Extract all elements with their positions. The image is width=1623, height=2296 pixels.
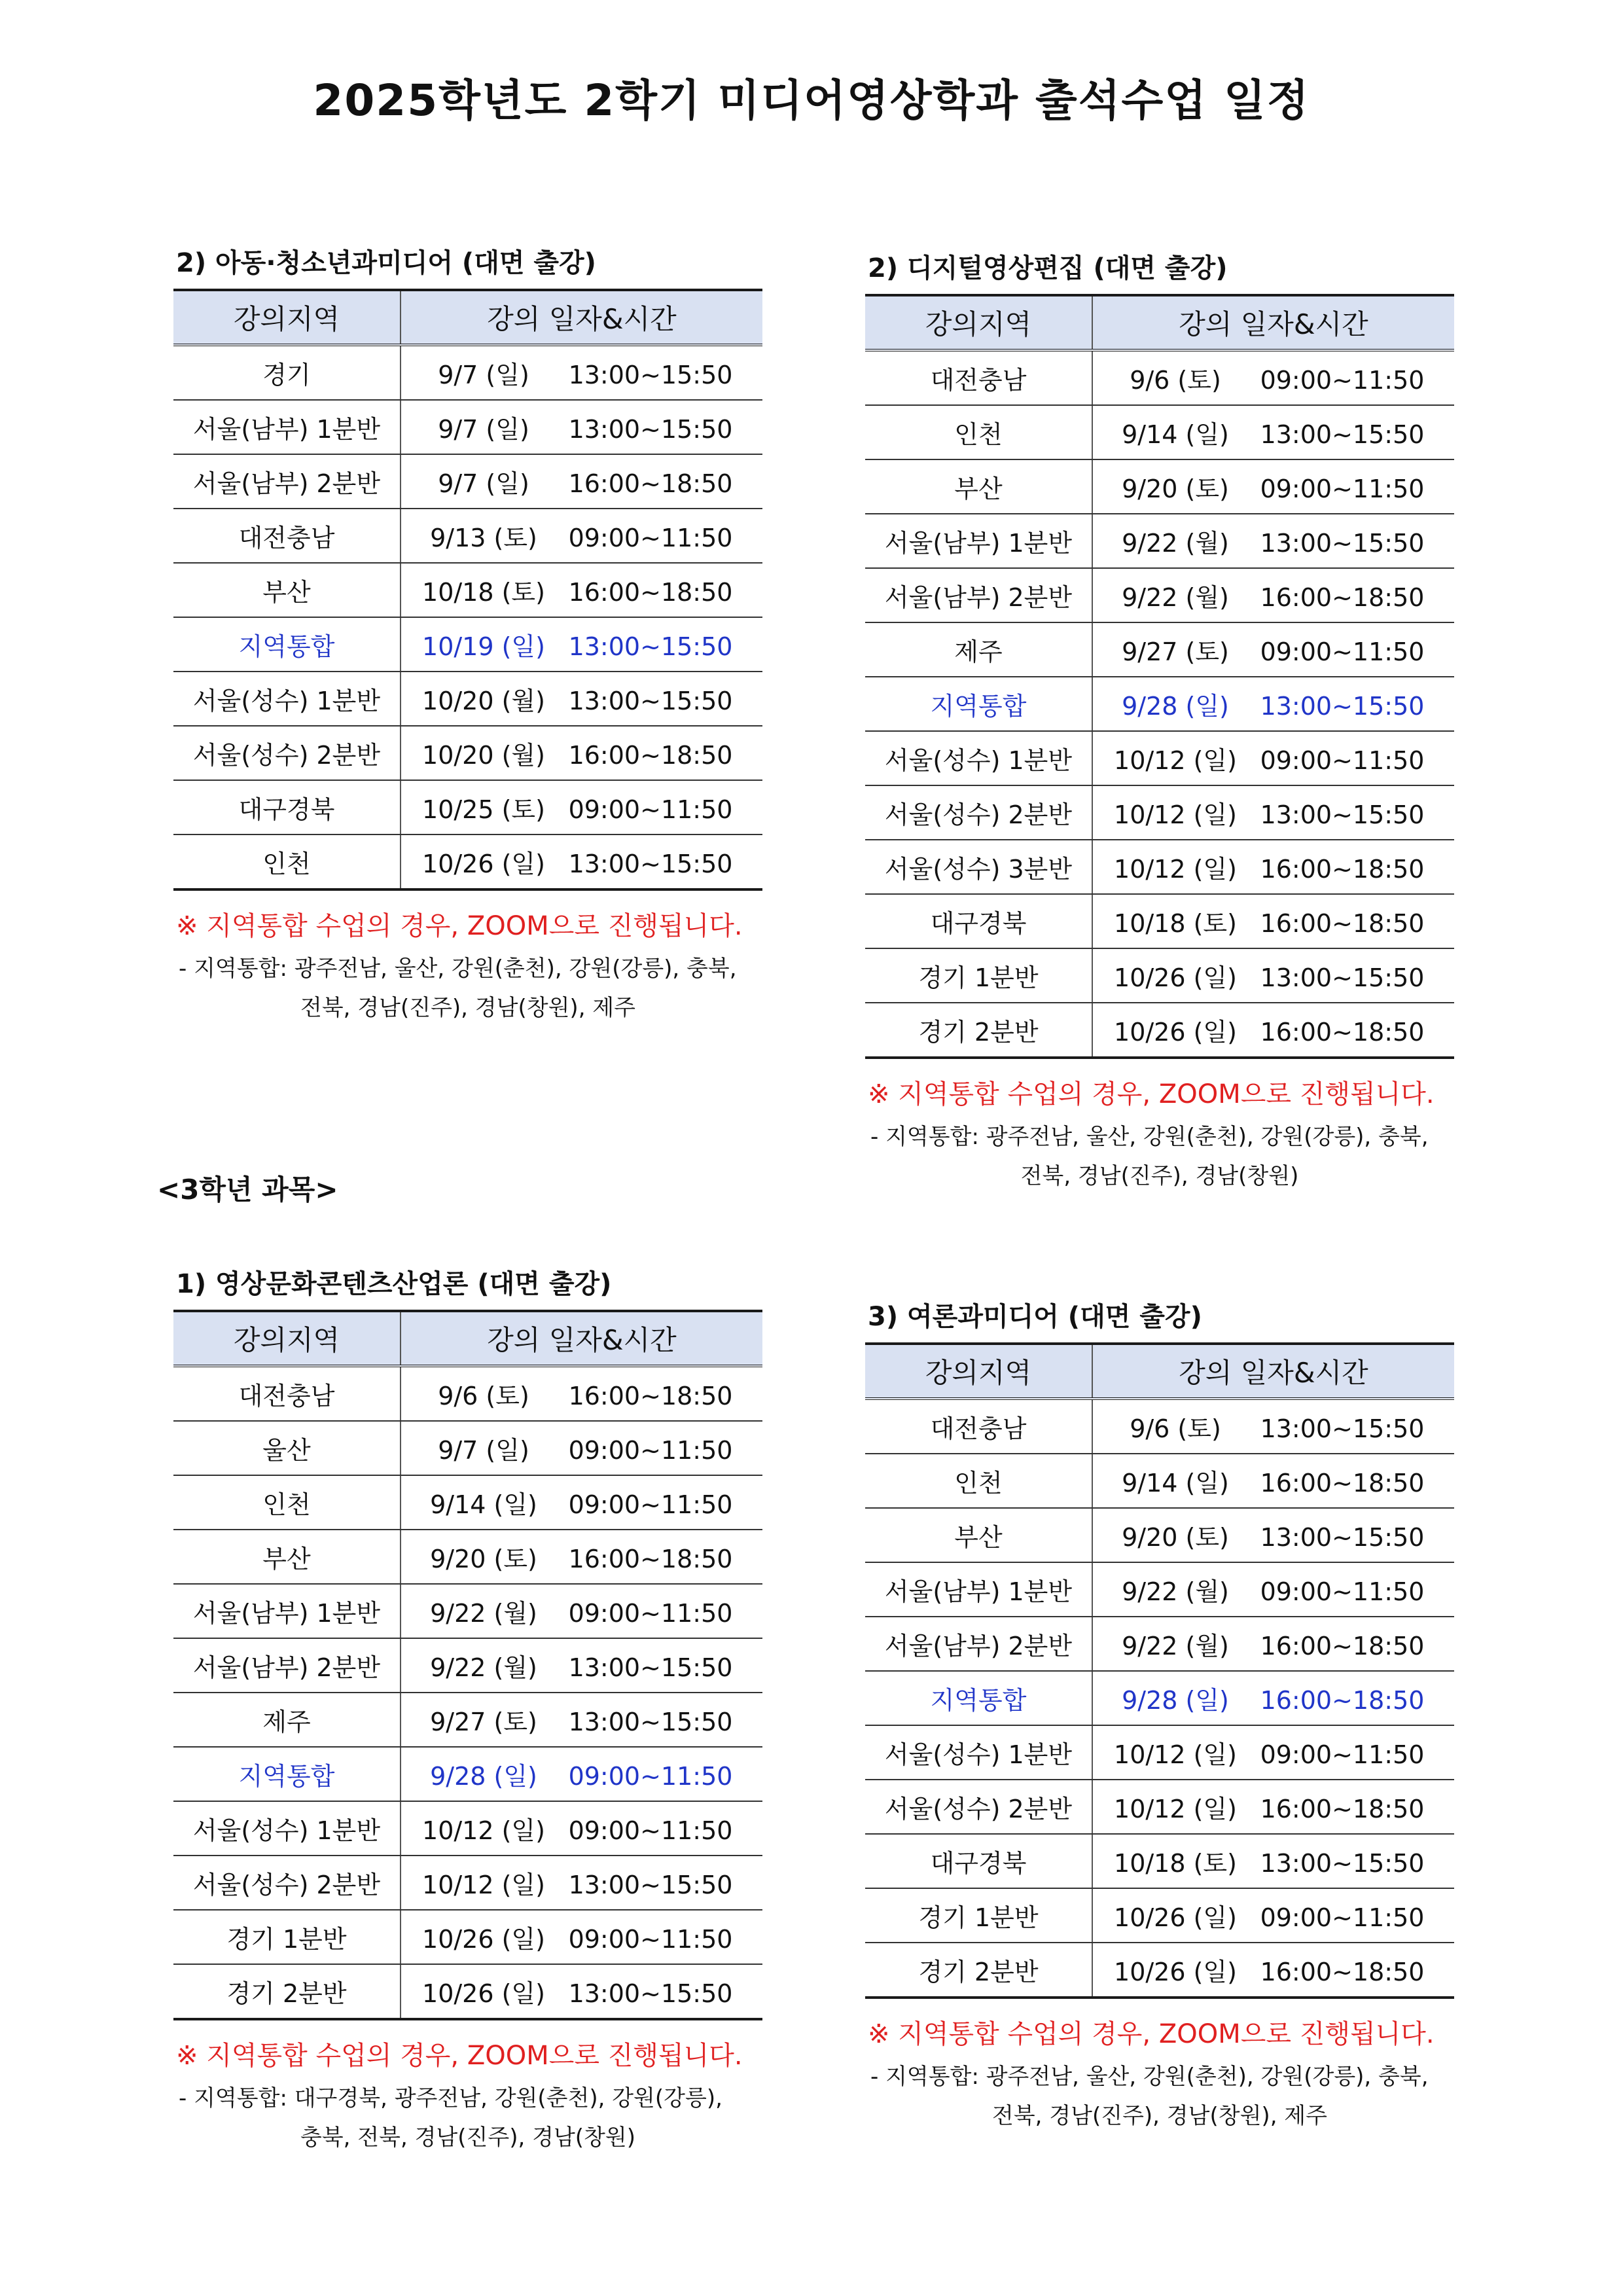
- table-row: [865, 514, 1454, 568]
- integrated-regions-list: [865, 1117, 1454, 1196]
- cell-region: 서울(성수) 1분반: [865, 731, 1092, 785]
- cell-datetime: [401, 1693, 762, 1747]
- cell-date: 9/28 (일): [1122, 692, 1229, 721]
- regions-line-2: 전북, 경남(진주), 경남(창원), 제주: [991, 2103, 1328, 2129]
- table-row: [173, 1964, 762, 2019]
- cell-date: 9/6 (토): [438, 1382, 529, 1410]
- cell-time: 13:00~15:50: [1260, 692, 1425, 721]
- table-row: [173, 1530, 762, 1584]
- zoom-note: ※ 지역통합 수업의 경우, ZOOM으로 진행됩니다.: [176, 2041, 743, 2071]
- cell-datetime: [401, 672, 762, 726]
- cell-region: 지역통합: [173, 1747, 401, 1801]
- cell-time: 09:00~11:50: [1260, 1740, 1425, 1769]
- cell-region: 대구경북: [173, 780, 401, 834]
- cell-datetime: [1092, 459, 1454, 514]
- table-row: [865, 1454, 1454, 1508]
- cell-region: 경기 2분반: [173, 1964, 401, 2019]
- table-row: [865, 1671, 1454, 1725]
- cell-region: 서울(남부) 2분반: [173, 1638, 401, 1693]
- cell-datetime: [1092, 1562, 1454, 1617]
- cell-date: 9/6 (토): [1130, 366, 1221, 395]
- cell-time: 16:00~18:50: [568, 741, 733, 770]
- course-heading: 2) 아동·청소년과미디어 (대면 출강): [176, 248, 596, 278]
- cell-time: 09:00~11:50: [1260, 1577, 1425, 1606]
- cell-region: 대전충남: [865, 1399, 1092, 1454]
- cell-time: 16:00~18:50: [1260, 1469, 1425, 1498]
- header-region: 강의지역: [865, 1344, 1092, 1399]
- cell-datetime: [401, 1801, 762, 1856]
- cell-region: 지역통합: [173, 617, 401, 672]
- grade3-section-heading: <3학년 과목>: [157, 1174, 338, 1206]
- cell-datetime: [401, 780, 762, 834]
- cell-region: 서울(남부) 1분반: [865, 514, 1092, 568]
- schedule-block-video-culture-content: [173, 1263, 762, 2157]
- cell-date: 10/12 (일): [1114, 746, 1237, 775]
- cell-region: 대전충남: [173, 509, 401, 563]
- cell-time: 16:00~18:50: [1260, 1686, 1425, 1715]
- cell-time: 13:00~15:50: [568, 1979, 733, 2008]
- cell-datetime: [401, 509, 762, 563]
- cell-date: 10/19 (일): [422, 632, 545, 661]
- cell-date: 10/26 (일): [422, 850, 545, 878]
- table-row: [173, 454, 762, 509]
- cell-date: 9/6 (토): [1130, 1414, 1221, 1443]
- cell-date: 10/26 (일): [1114, 963, 1237, 992]
- table-row: [865, 785, 1454, 840]
- cell-datetime: [1092, 405, 1454, 459]
- cell-datetime: [401, 1475, 762, 1530]
- table-row: [865, 1780, 1454, 1834]
- cell-datetime: [1092, 1399, 1454, 1454]
- cell-datetime: [1092, 785, 1454, 840]
- cell-region: 서울(성수) 2분반: [865, 1780, 1092, 1834]
- cell-region: 대구경북: [865, 1834, 1092, 1888]
- cell-time: 13:00~15:50: [1260, 800, 1425, 829]
- cell-region: 제주: [865, 622, 1092, 677]
- table-row: [865, 1617, 1454, 1671]
- cell-date: 9/22 (월): [430, 1653, 537, 1682]
- cell-datetime: [401, 1584, 762, 1638]
- cell-date: 9/20 (토): [430, 1545, 537, 1573]
- cell-datetime: [401, 617, 762, 672]
- cell-date: 10/26 (일): [1114, 1903, 1237, 1932]
- cell-datetime: [1092, 677, 1454, 731]
- cell-region: 지역통합: [865, 1671, 1092, 1725]
- cell-region: 인천: [173, 834, 401, 889]
- cell-region: 경기 2분반: [865, 1003, 1092, 1058]
- cell-date: 10/26 (일): [1114, 1958, 1237, 1986]
- cell-date: 10/12 (일): [1114, 855, 1237, 884]
- table-row: [173, 672, 762, 726]
- cell-time: 16:00~18:50: [1260, 1018, 1425, 1047]
- cell-datetime: [1092, 1834, 1454, 1888]
- cell-time: 13:00~15:50: [1260, 1523, 1425, 1552]
- cell-datetime: [401, 726, 762, 780]
- cell-region: 서울(남부) 2분반: [173, 454, 401, 509]
- cell-date: 9/7 (일): [438, 361, 529, 389]
- cell-time: 13:00~15:50: [1260, 1414, 1425, 1443]
- cell-datetime: [1092, 1454, 1454, 1508]
- cell-date: 9/13 (토): [430, 524, 537, 552]
- table-row: [173, 563, 762, 617]
- cell-region: 서울(성수) 2분반: [173, 726, 401, 780]
- cell-time: 16:00~18:50: [1260, 1795, 1425, 1823]
- regions-line-1: - 지역통합: 광주전남, 울산, 강원(춘천), 강원(강릉), 충북,: [870, 1124, 1429, 1150]
- cell-datetime: [1092, 1508, 1454, 1562]
- integrated-regions-list: [173, 949, 762, 1028]
- schedule-block-digital-video-editing: [865, 247, 1454, 1196]
- cell-time: 09:00~11:50: [1260, 746, 1425, 775]
- schedule-table: [865, 1342, 1454, 1999]
- cell-datetime: [1092, 350, 1454, 405]
- cell-region: 대전충남: [865, 350, 1092, 405]
- cell-datetime: [401, 345, 762, 400]
- cell-time: 13:00~15:50: [568, 1871, 733, 1899]
- cell-datetime: [401, 563, 762, 617]
- cell-time: 16:00~18:50: [1260, 855, 1425, 884]
- cell-region: 대전충남: [173, 1366, 401, 1421]
- cell-date: 9/7 (일): [438, 469, 529, 498]
- cell-region: 서울(성수) 2분반: [173, 1856, 401, 1910]
- zoom-note: ※ 지역통합 수업의 경우, ZOOM으로 진행됩니다.: [868, 2019, 1435, 2049]
- table-row: [865, 894, 1454, 948]
- integrated-regions-list: [865, 2057, 1454, 2136]
- cell-datetime: [1092, 731, 1454, 785]
- cell-time: 16:00~18:50: [568, 578, 733, 607]
- cell-time: 13:00~15:50: [568, 361, 733, 389]
- header-region: 강의지역: [173, 1311, 401, 1366]
- schedule-block-public-opinion-media: [865, 1296, 1454, 2136]
- table-header-row: [865, 295, 1454, 350]
- cell-datetime: [1092, 514, 1454, 568]
- cell-time: 09:00~11:50: [568, 1490, 733, 1519]
- cell-date: 9/22 (월): [1122, 583, 1229, 612]
- cell-time: 16:00~18:50: [568, 1545, 733, 1573]
- table-row: [173, 726, 762, 780]
- table-row: [173, 1747, 762, 1801]
- cell-datetime: [1092, 894, 1454, 948]
- cell-datetime: [1092, 622, 1454, 677]
- cell-time: 09:00~11:50: [568, 1599, 733, 1628]
- cell-datetime: [1092, 568, 1454, 622]
- course-heading: 2) 디지털영상편집 (대면 출강): [868, 253, 1228, 283]
- cell-date: 10/26 (일): [422, 1979, 545, 2008]
- schedule-table: [173, 289, 762, 891]
- header-region: 강의지역: [865, 295, 1092, 350]
- table-row: [865, 1399, 1454, 1454]
- cell-datetime: [1092, 840, 1454, 894]
- cell-date: 9/14 (일): [1122, 1469, 1229, 1498]
- cell-region: 경기 1분반: [865, 948, 1092, 1003]
- cell-time: 13:00~15:50: [568, 415, 733, 444]
- cell-time: 16:00~18:50: [1260, 1632, 1425, 1660]
- cell-time: 09:00~11:50: [1260, 637, 1425, 666]
- cell-date: 9/27 (토): [1122, 637, 1229, 666]
- table-row: [865, 568, 1454, 622]
- cell-region: 부산: [173, 1530, 401, 1584]
- cell-region: 경기 1분반: [173, 1910, 401, 1964]
- cell-date: 10/18 (토): [422, 578, 545, 607]
- cell-datetime: [401, 1747, 762, 1801]
- cell-time: 16:00~18:50: [1260, 1958, 1425, 1986]
- cell-time: 09:00~11:50: [568, 1925, 733, 1954]
- cell-time: 09:00~11:50: [568, 1816, 733, 1845]
- cell-datetime: [401, 1910, 762, 1964]
- cell-region: 경기 2분반: [865, 1943, 1092, 1998]
- regions-line-1: - 지역통합: 광주전남, 울산, 강원(춘천), 강원(강릉), 충북,: [179, 956, 737, 982]
- cell-date: 10/26 (일): [422, 1925, 545, 1954]
- cell-region: 서울(남부) 2분반: [865, 568, 1092, 622]
- cell-date: 10/12 (일): [1114, 1740, 1237, 1769]
- cell-date: 10/12 (일): [1114, 1795, 1237, 1823]
- table-row: [173, 1801, 762, 1856]
- cell-date: 10/18 (토): [1114, 909, 1237, 938]
- course-heading: 1) 영상문화콘텐츠산업론 (대면 출강): [176, 1269, 612, 1299]
- header-region: 강의지역: [173, 290, 401, 345]
- cell-region: 경기: [173, 345, 401, 400]
- cell-time: 13:00~15:50: [568, 632, 733, 661]
- table-row: [173, 1638, 762, 1693]
- cell-date: 9/28 (일): [1122, 1686, 1229, 1715]
- cell-datetime: [1092, 1725, 1454, 1780]
- cell-date: 10/26 (일): [1114, 1018, 1237, 1047]
- cell-date: 10/12 (일): [1114, 800, 1237, 829]
- cell-date: 9/7 (일): [438, 415, 529, 444]
- cell-region: 제주: [173, 1693, 401, 1747]
- table-row: [173, 834, 762, 889]
- cell-time: 09:00~11:50: [568, 1762, 733, 1791]
- table-row: [173, 345, 762, 400]
- cell-time: 13:00~15:50: [1260, 1849, 1425, 1878]
- table-row: [865, 1003, 1454, 1058]
- cell-datetime: [1092, 1780, 1454, 1834]
- cell-time: 13:00~15:50: [1260, 420, 1425, 449]
- cell-date: 9/22 (월): [430, 1599, 537, 1628]
- cell-region: 부산: [173, 563, 401, 617]
- schedule-table: [865, 294, 1454, 1059]
- regions-line-2: 전북, 경남(진주), 경남(창원): [1020, 1163, 1299, 1189]
- table-row: [865, 1943, 1454, 1998]
- table-row: [173, 1693, 762, 1747]
- table-row: [173, 1856, 762, 1910]
- integrated-regions-list: [173, 2079, 762, 2157]
- table-row: [173, 1366, 762, 1421]
- cell-region: 서울(성수) 1분반: [173, 1801, 401, 1856]
- header-datetime: 강의 일자&시간: [401, 290, 762, 345]
- table-row: [865, 840, 1454, 894]
- cell-datetime: [1092, 1943, 1454, 1998]
- cell-date: 10/12 (일): [422, 1871, 545, 1899]
- cell-region: 경기 1분반: [865, 1888, 1092, 1943]
- zoom-note: ※ 지역통합 수업의 경우, ZOOM으로 진행됩니다.: [868, 1079, 1435, 1109]
- cell-region: 대구경북: [865, 894, 1092, 948]
- cell-time: 16:00~18:50: [1260, 909, 1425, 938]
- cell-date: 10/20 (월): [422, 687, 545, 715]
- cell-datetime: [401, 400, 762, 454]
- cell-region: 서울(성수) 1분반: [173, 672, 401, 726]
- table-row: [173, 780, 762, 834]
- table-row: [865, 1562, 1454, 1617]
- cell-time: 09:00~11:50: [568, 795, 733, 824]
- table-row: [173, 1421, 762, 1475]
- cell-datetime: [401, 1421, 762, 1475]
- cell-date: 9/28 (일): [430, 1762, 537, 1791]
- cell-datetime: [1092, 1671, 1454, 1725]
- cell-date: 10/12 (일): [422, 1816, 545, 1845]
- page-title: 2025학년도 2학기 미디어영상학과 출석수업 일정: [313, 75, 1310, 126]
- cell-region: 인천: [865, 405, 1092, 459]
- table-row: [865, 677, 1454, 731]
- table-row: [865, 948, 1454, 1003]
- cell-datetime: [1092, 948, 1454, 1003]
- table-row: [865, 1834, 1454, 1888]
- cell-date: 9/22 (월): [1122, 529, 1229, 558]
- table-row: [865, 731, 1454, 785]
- table-row: [173, 1475, 762, 1530]
- table-header-row: [173, 290, 762, 345]
- cell-time: 16:00~18:50: [1260, 583, 1425, 612]
- cell-time: 13:00~15:50: [1260, 529, 1425, 558]
- regions-line-1: - 지역통합: 광주전남, 울산, 강원(춘천), 강원(강릉), 충북,: [870, 2064, 1429, 2090]
- cell-date: 9/27 (토): [430, 1708, 537, 1736]
- cell-datetime: [401, 1638, 762, 1693]
- cell-time: 13:00~15:50: [1260, 963, 1425, 992]
- zoom-note: ※ 지역통합 수업의 경우, ZOOM으로 진행됩니다.: [176, 911, 743, 941]
- cell-date: 9/22 (월): [1122, 1632, 1229, 1660]
- table-row: [173, 617, 762, 672]
- cell-date: 9/14 (일): [1122, 420, 1229, 449]
- schedule-table: [173, 1310, 762, 2020]
- course-heading: 3) 여론과미디어 (대면 출강): [868, 1302, 1202, 1332]
- cell-region: 서울(남부) 1분반: [865, 1562, 1092, 1617]
- table-row: [865, 622, 1454, 677]
- cell-datetime: [401, 1366, 762, 1421]
- cell-date: 9/20 (토): [1122, 475, 1229, 503]
- cell-time: 09:00~11:50: [568, 1436, 733, 1465]
- regions-line-2: 충북, 전북, 경남(진주), 경남(창원): [300, 2125, 636, 2151]
- cell-time: 09:00~11:50: [1260, 366, 1425, 395]
- cell-time: 13:00~15:50: [568, 1708, 733, 1736]
- cell-datetime: [1092, 1003, 1454, 1058]
- cell-time: 09:00~11:50: [568, 524, 733, 552]
- table-header-row: [865, 1344, 1454, 1399]
- cell-datetime: [1092, 1888, 1454, 1943]
- cell-region: 부산: [865, 459, 1092, 514]
- cell-datetime: [1092, 1617, 1454, 1671]
- table-row: [865, 459, 1454, 514]
- table-row: [865, 1508, 1454, 1562]
- table-row: [173, 400, 762, 454]
- cell-region: 서울(성수) 2분반: [865, 785, 1092, 840]
- cell-date: 10/25 (토): [422, 795, 545, 824]
- cell-region: 인천: [865, 1454, 1092, 1508]
- table-header-row: [173, 1311, 762, 1366]
- regions-line-2: 전북, 경남(진주), 경남(창원), 제주: [300, 995, 636, 1021]
- cell-region: 서울(성수) 1분반: [865, 1725, 1092, 1780]
- cell-region: 서울(남부) 2분반: [865, 1617, 1092, 1671]
- regions-line-1: - 지역통합: 대구경북, 광주전남, 강원(춘천), 강원(강릉),: [179, 2085, 722, 2111]
- cell-date: 10/18 (토): [1114, 1849, 1237, 1878]
- cell-datetime: [401, 454, 762, 509]
- cell-date: 10/20 (월): [422, 741, 545, 770]
- cell-region: 서울(성수) 3분반: [865, 840, 1092, 894]
- cell-region: 서울(남부) 1분반: [173, 1584, 401, 1638]
- cell-time: 16:00~18:50: [568, 469, 733, 498]
- table-row: [173, 509, 762, 563]
- header-datetime: 강의 일자&시간: [1092, 1344, 1454, 1399]
- cell-region: 울산: [173, 1421, 401, 1475]
- cell-date: 9/7 (일): [438, 1436, 529, 1465]
- cell-region: 부산: [865, 1508, 1092, 1562]
- cell-region: 서울(남부) 1분반: [173, 400, 401, 454]
- table-row: [865, 405, 1454, 459]
- table-row: [865, 1888, 1454, 1943]
- cell-datetime: [401, 1856, 762, 1910]
- cell-date: 9/20 (토): [1122, 1523, 1229, 1552]
- cell-time: 13:00~15:50: [568, 850, 733, 878]
- cell-time: 09:00~11:50: [1260, 475, 1425, 503]
- header-datetime: 강의 일자&시간: [1092, 295, 1454, 350]
- cell-datetime: [401, 1530, 762, 1584]
- cell-datetime: [401, 834, 762, 889]
- cell-time: 09:00~11:50: [1260, 1903, 1425, 1932]
- table-row: [865, 1725, 1454, 1780]
- table-row: [173, 1584, 762, 1638]
- table-row: [173, 1910, 762, 1964]
- schedule-block-child-youth-media: [173, 242, 762, 1028]
- cell-time: 13:00~15:50: [568, 1653, 733, 1682]
- cell-date: 9/22 (월): [1122, 1577, 1229, 1606]
- cell-date: 9/14 (일): [430, 1490, 537, 1519]
- table-row: [865, 350, 1454, 405]
- cell-region: 인천: [173, 1475, 401, 1530]
- header-datetime: 강의 일자&시간: [401, 1311, 762, 1366]
- cell-time: 13:00~15:50: [568, 687, 733, 715]
- cell-time: 16:00~18:50: [568, 1382, 733, 1410]
- cell-datetime: [401, 1964, 762, 2019]
- cell-region: 지역통합: [865, 677, 1092, 731]
